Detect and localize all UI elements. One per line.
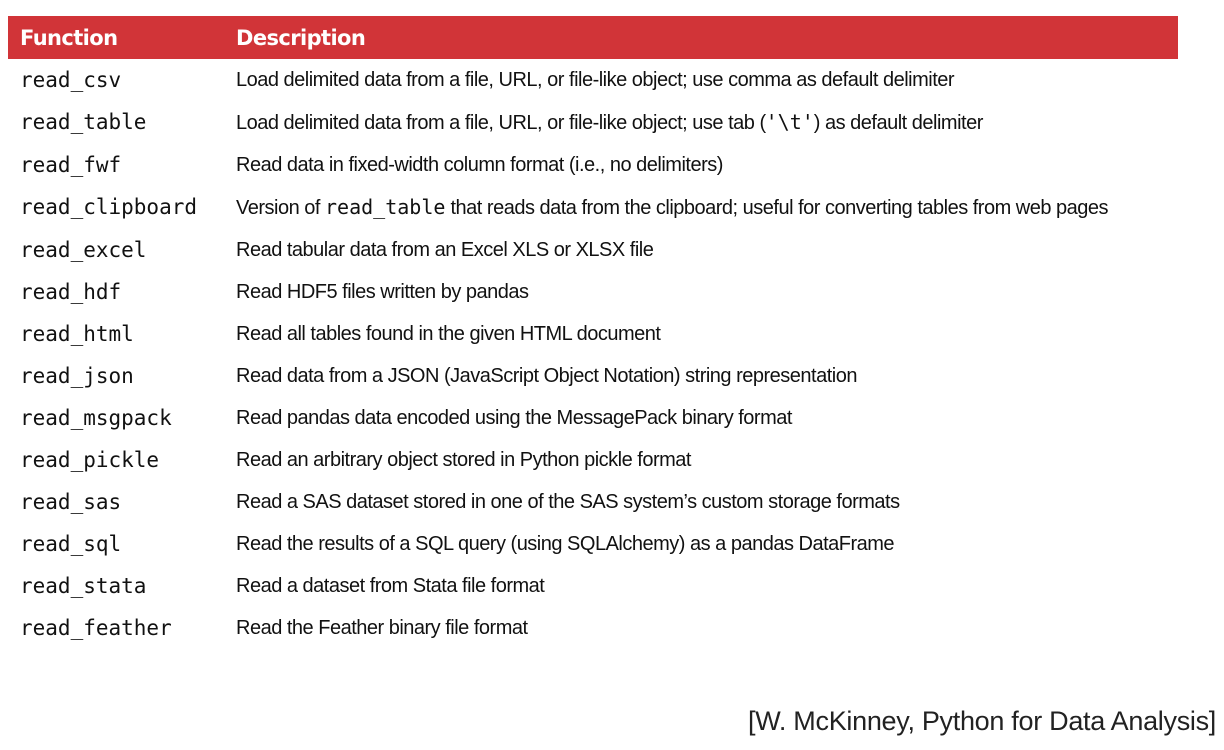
function-name: read_feather [20,616,172,640]
function-description: Read a SAS dataset stored in one of the SAS system’s custom storage formats [236,491,900,513]
function-name: read_csv [20,68,122,92]
function-description [228,186,1178,229]
function-description: Read the Feather binary file format [236,617,528,639]
function-name: read_stata [20,574,147,598]
function-description: Read an arbitrary object stored in Python pickle format [236,449,691,471]
function-name: read_pickle [20,448,160,472]
table-header [8,16,1178,59]
header-description: Description [236,25,366,50]
function-description: Read pandas data encoded using the MessagePack binary format [236,407,792,429]
function-name: read_clipboard [20,195,198,219]
function-description: Read the results of a SQL query (using SQLAlchemy) as a pandas DataFrame [236,533,895,555]
table-body [8,59,1178,649]
function-description: Read a dataset from Stata file format [236,575,545,597]
function-description: Read data in fixed-width column format (i.e., no delimiters) [236,154,723,176]
function-name: read_excel [20,238,147,262]
table-row [8,565,1178,607]
table-row [8,101,1178,144]
function-description [228,101,1178,144]
function-description: Read data from a JSON (JavaScript Object Notation) string representation [236,365,857,387]
table-row [8,59,1178,101]
function-name: read_json [20,364,134,388]
table-row [8,439,1178,481]
function-name: read_msgpack [20,406,172,430]
table-row [8,481,1178,523]
function-name: read_html [20,322,134,346]
table-row [8,397,1178,439]
table-row [8,186,1178,229]
header-function: Function [20,25,118,50]
table-row [8,271,1178,313]
description-text: Version of [236,197,326,219]
function-description: Read all tables found in the given HTML document [236,323,661,345]
function-name: read_table [20,110,147,134]
function-name: read_sql [20,532,122,556]
function-name: read_hdf [20,280,122,304]
source-citation: [W. McKinney, Python for Data Analysis] [748,706,1216,736]
function-description: Load delimited data from a file, URL, or file-like object; use comma as default delimiter [236,69,955,91]
io-functions-table [8,16,1178,649]
table-row [8,523,1178,565]
table-row [8,229,1178,271]
function-description: Read HDF5 files written by pandas [236,281,529,303]
header-row [8,16,1178,59]
io-functions-table-container [8,16,1178,649]
table-row [8,607,1178,649]
description-text: Load delimited data from a file, URL, or file-like object; use tab ( [236,112,766,134]
table-row [8,313,1178,355]
inline-code: read_table [325,195,446,219]
inline-code: '\t' [765,110,814,134]
function-name: read_sas [20,490,122,514]
function-name: read_fwf [20,153,122,177]
table-row [8,144,1178,186]
description-text: ) as default delimiter [813,112,983,134]
function-description: Read tabular data from an Excel XLS or XLSX file [236,239,654,261]
table-row [8,355,1178,397]
description-text: that reads data from the clipboard; useful for converting tables from web pages [445,197,1109,219]
